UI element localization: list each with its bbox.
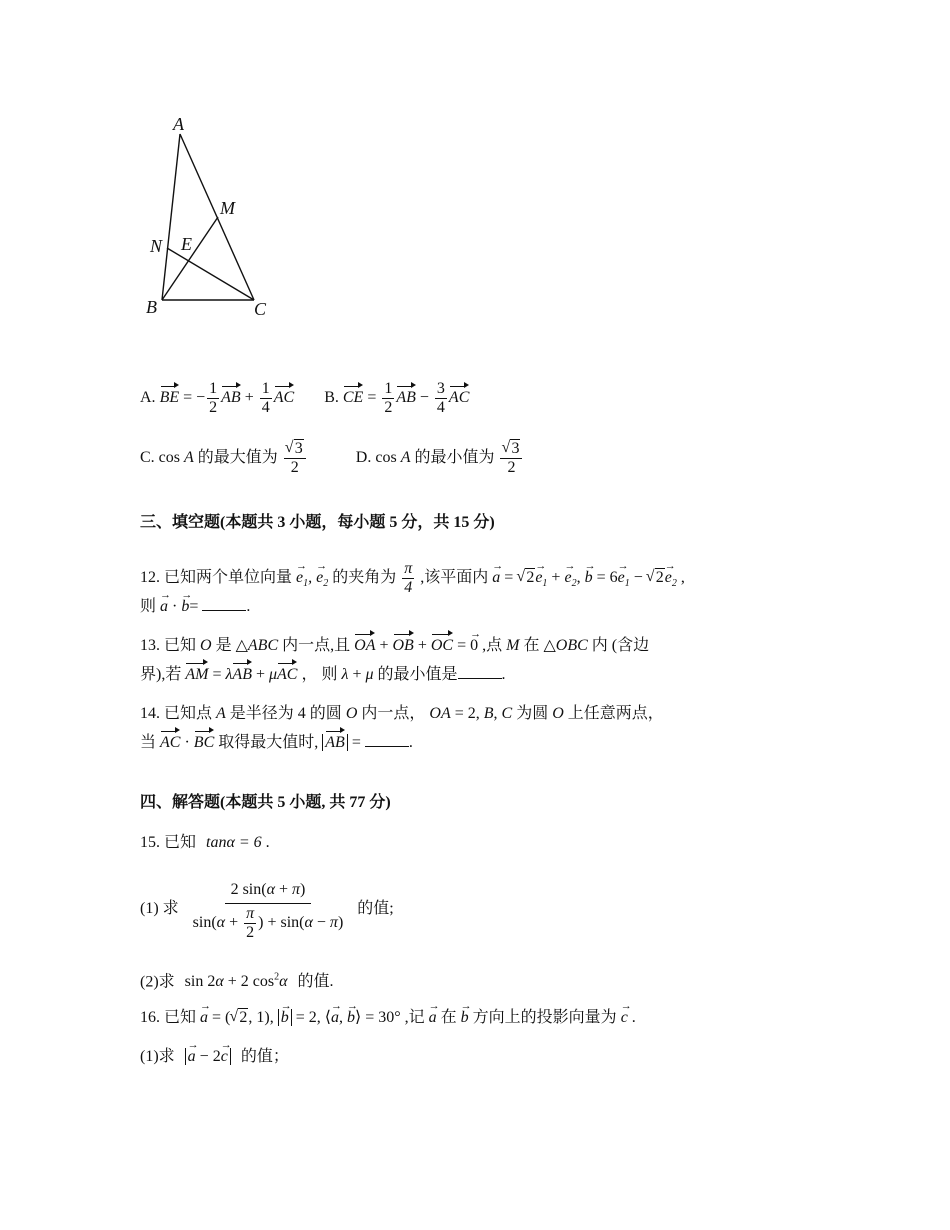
q13-answer-blank[interactable] [458,664,502,679]
options-row-cd: C. cos A 的最大值为 √ $\frac{3}{2}$ D. cos A 的最小值为 √ $\frac{3}{2}$ [140,440,524,477]
q12-line2: 则 a → · b →= . [140,596,250,617]
option-a-label: A. [140,389,156,407]
q14-line1: 14. 已知点 A 是半径为 4 的圆 O 内一点， OA = 2, B, C 为圆 O 上任意两点， [140,705,664,722]
q16-line1: 16. 已知 a → = (√ 2, 1), b → = 2, ⟨a →, b →⟩ = 30° ,记 a → 在 b → 方向上的投影向量为 c → . [140,1008,636,1028]
q15-line1: 15. 已知 tanα = 6 . [140,834,270,851]
label-b: B [146,297,157,317]
label-c: C [254,299,267,319]
options-row-ab: A. BE = − $\frac{1}{2}$ AB + $\frac{1}{4}$ AC B. CE = $\frac{1}{2}$ AB − $\frac{3}{4}$ AC [140,380,470,416]
q14-line2: 当 AC · BC 取得最大值时, AB = . [140,734,413,751]
segment-bm [162,217,218,300]
label-a: A [173,114,184,134]
q12-line1: 12. 已知两个单位向量 $e \to_1$, $e \to_2$ 的夹角为 $\frac{\pi}{4}$ ,该平面内 a → = √ $2e \to_1 + e \to_2$, b → = $6e \to_1$ − √ $2e \to_2$ , [140,560,685,597]
q15-part2: (2)求 sin 2α + 2 $\cos^2\alpha$ 的值. [140,972,334,991]
section-3-title: 三、填空题(本题共 3 小题，每小题 5 分，共 15 分) [140,514,495,531]
triangle-figure [130,110,290,325]
section-4-title: 四、解答题(本题共 5 小题, 共 77 分) [140,794,391,811]
q14-answer-blank[interactable] [365,732,409,747]
label-n: N [150,236,163,256]
option-b-label: B. [324,389,339,407]
option-c-label: C. cos [140,449,180,467]
q13-line1: 13. 已知 O 是 △ABC 内一点,且 OA + OB + OC = 0 → ,点 M 在 △OBC 内 (含边 [140,636,649,656]
q15-part1: (1) 求 2 sin(α + π) sin(α + $\frac{\pi}{2}$ ) + sin(α − π) 的值; [140,875,394,943]
segment-ac [180,134,254,300]
q16-part1: (1)求 a → − 2c → 的值； [140,1047,289,1067]
option-d-label: D. cos [355,449,397,467]
label-m: M [220,198,235,218]
q13-line2: 界),若 AM = λAB + μAC ， 则 λ + μ 的最小值是 . [140,666,506,683]
label-e: E [181,234,192,254]
q12-answer-blank[interactable] [202,596,246,611]
segment-ab [162,134,180,300]
